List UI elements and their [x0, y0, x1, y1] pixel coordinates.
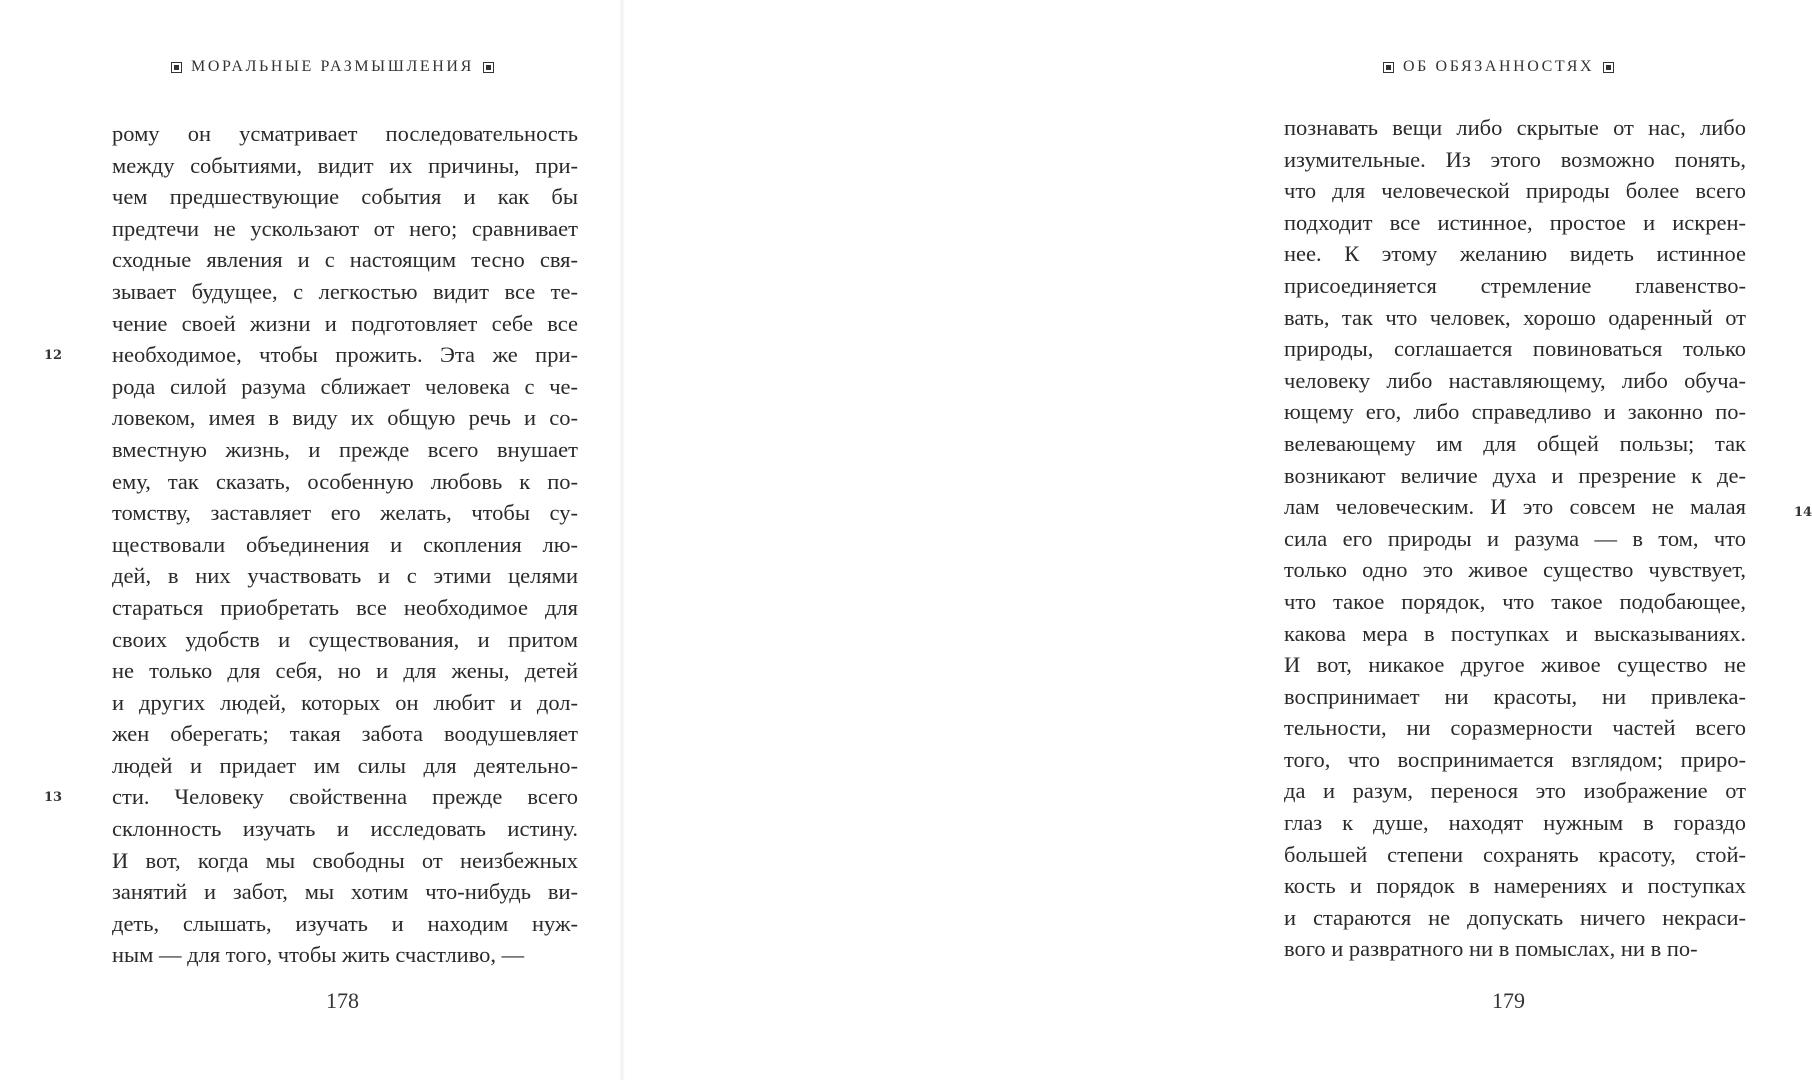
text-line: большей степени сохранять красоту, стой- [1284, 841, 1746, 867]
text-line: ществовали объединения и скопления лю- [112, 531, 578, 557]
text-line: не только для себя, но и для жены, детей [112, 658, 578, 684]
ornament-icon [1603, 62, 1614, 73]
text-line: природы, соглашается повиноваться только [1284, 336, 1746, 362]
text-line: познавать вещи либо скрытые от нас, либо [1284, 115, 1746, 140]
ornament-icon [171, 62, 182, 73]
text-line: людей и придает им силы для деятельно- [112, 752, 578, 778]
right-body-text [1284, 112, 1746, 965]
text-line: велевающему им для общей пользы; так [1284, 430, 1746, 456]
text-line: ловеком, имея в виду их общую речь и со- [112, 405, 578, 431]
text-line: присоединяется стремление главенство- [1284, 272, 1746, 298]
left-body-text [112, 118, 578, 971]
text-line: вого и развратного ни в помыслах, ни в по- [1284, 936, 1698, 962]
text-line: ющему его, либо справедливо и законно по- [1284, 399, 1746, 425]
text-line: дей, в них участвовать и с этими целями [112, 563, 578, 589]
text-line: изумительные. Из этого возможно понять, [1284, 146, 1746, 172]
text-line: зывает будущее, с легкостью видит все те- [112, 278, 578, 304]
text-line: ным — для того, чтобы жить счастливо, — [112, 942, 525, 968]
text-line: рому он усматривает последовательность [112, 121, 578, 146]
text-line: склонность изучать и исследовать истину. [112, 816, 578, 842]
text-line: занятий и забот, мы хотим что-нибудь ви- [112, 879, 578, 905]
text-line: жен оберегать; такая забота воодушевляет [112, 721, 578, 747]
text-line: чение своей жизни и подготовляет себе все [112, 310, 578, 336]
text-line: воспринимает ни красоты, ни привлека- [1284, 683, 1746, 709]
text-line: кость и порядок в намерениях и поступках [1284, 873, 1746, 899]
text-line: И вот, никакое другое живое существо не [1284, 652, 1746, 678]
text-line: что такое порядок, что такое подобающее, [1284, 588, 1746, 614]
right-page [622, 0, 1812, 1080]
text-line: нее. К этому желанию видеть истинное [1284, 241, 1746, 267]
text-line: сходные явления и с настоящим тесно свя- [112, 247, 578, 273]
text-line: подходит все истинное, простое и искрен- [1284, 209, 1746, 235]
margin-section-number: 13 [44, 790, 63, 805]
text-line: предтечи не ускользают от него; сравнивает [112, 215, 578, 241]
text-line: тельности, ни соразмерности частей всего [1284, 715, 1746, 741]
left-page [0, 0, 622, 1080]
text-line: рода силой разума сближает человека с че- [112, 373, 578, 399]
text-line: только одно это живое существо чувствует, [1284, 557, 1746, 583]
text-line: деть, слышать, изучать и находим нуж- [112, 910, 578, 936]
ornament-icon [1383, 62, 1394, 73]
text-line: между событиями, видит их причины, при- [112, 152, 578, 178]
page-number-right: 179 [1492, 988, 1525, 1013]
text-line: человеку либо наставляющему, либо обуча- [1284, 367, 1746, 393]
text-line: необходимое, чтобы прожить. Эта же при- [112, 342, 578, 368]
text-line: возникают величие духа и презрение к де- [1284, 462, 1746, 488]
margin-section-number: 12 [44, 348, 63, 363]
running-head-left [162, 58, 503, 76]
page-number-left: 178 [326, 988, 359, 1013]
text-line: томству, заставляет его желать, чтобы су- [112, 500, 578, 526]
text-line: своих удобств и существования, и притом [112, 626, 578, 652]
ornament-icon [483, 62, 494, 73]
text-line: да и разум, перенося это изображение от [1284, 778, 1746, 804]
running-head-right [1374, 58, 1623, 76]
running-head-right-text: ОБ ОБЯЗАННОСТЯХ [1403, 58, 1595, 75]
text-line: ему, так сказать, особенную любовь к по- [112, 468, 578, 494]
text-line: стараться приобретать все необходимое для [112, 594, 578, 620]
text-line: и стараются не допускать ничего некраси- [1284, 904, 1746, 930]
text-line: чем предшествующие события и как бы [112, 184, 578, 210]
text-line: И вот, когда мы свободны от неизбежных [112, 847, 578, 873]
running-head-left-text: МОРАЛЬНЫЕ РАЗМЫШЛЕНИЯ [191, 58, 474, 75]
text-line: глаз к душе, находят нужным в гораздо [1284, 810, 1746, 836]
text-line: того, что воспринимается взглядом; приро- [1284, 746, 1746, 772]
text-line: и других людей, которых он любит и дол- [112, 689, 578, 715]
text-line: сила его природы и разума — в том, что [1284, 525, 1746, 551]
margin-section-number: 14 [1794, 505, 1812, 520]
text-line: что для человеческой природы более всего [1284, 178, 1746, 204]
text-line: лам человеческим. И это совсем не малая [1284, 494, 1746, 520]
text-line: вать, так что человек, хорошо одаренный от [1284, 304, 1746, 330]
text-line: вместную жизнь, и прежде всего внушает [112, 436, 578, 462]
text-line: сти. Человеку свойственна прежде всего [112, 784, 578, 810]
text-line: какова мера в поступках и высказываниях. [1284, 620, 1746, 646]
